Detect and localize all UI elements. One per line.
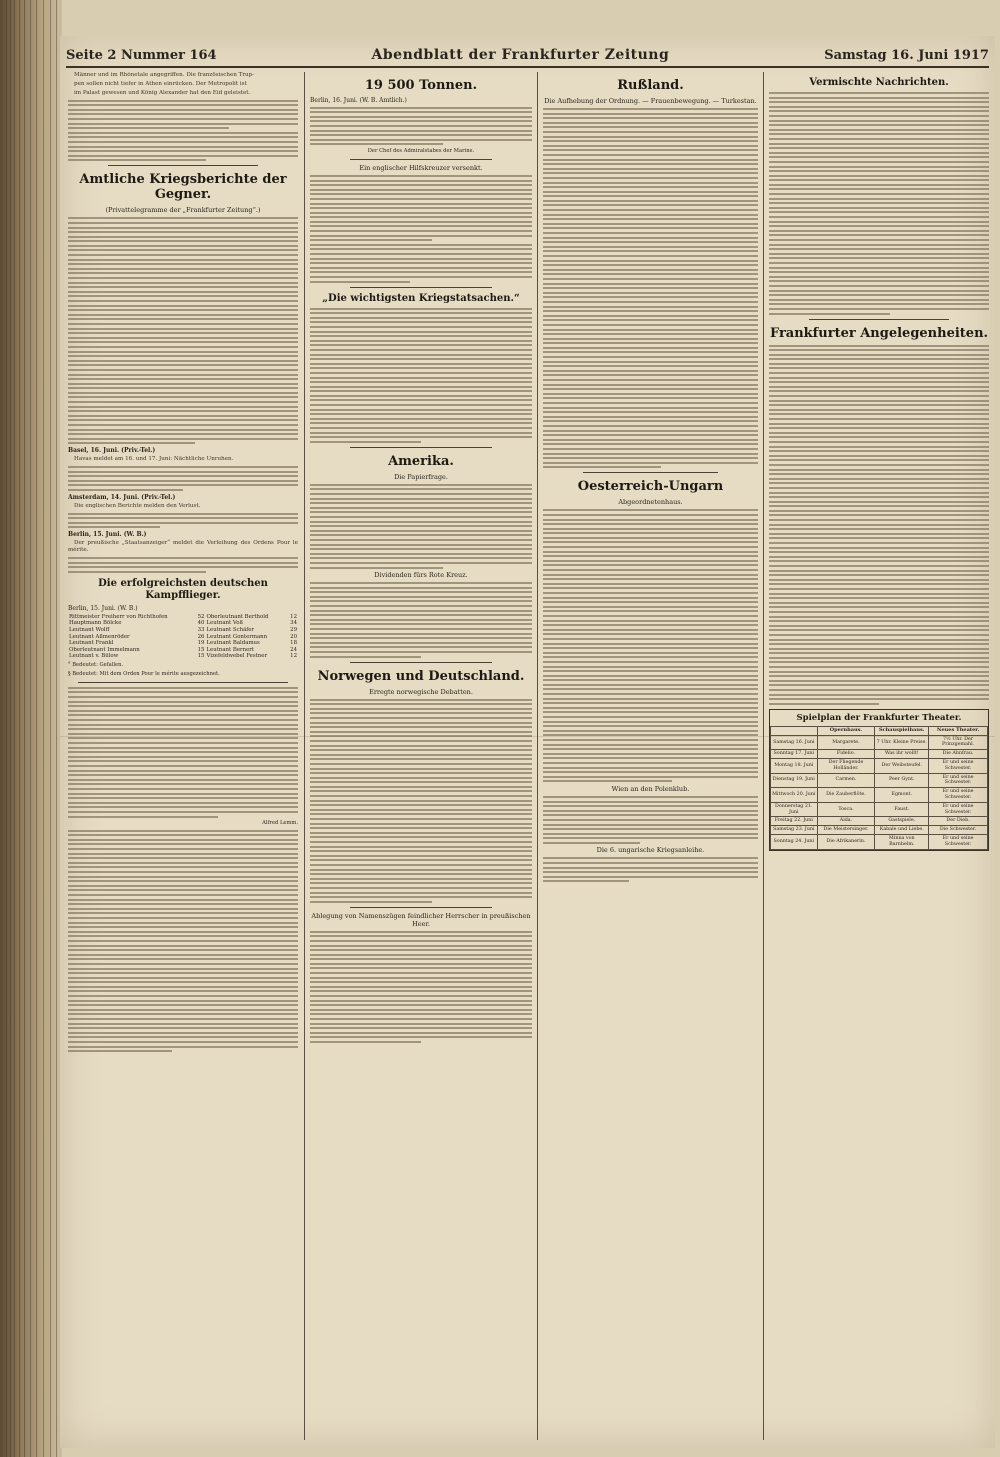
article-subheading: Wien an den Polenklub. <box>611 784 690 793</box>
divider <box>809 319 949 320</box>
table-row: Rittmeister Freiherr von Richthofen 52 Oberleutnant Berthold 12 <box>69 613 297 620</box>
divider <box>583 472 718 473</box>
article-subheading: Die 6. ungarische Kriegsanleihe. <box>596 846 705 855</box>
body-text <box>543 857 758 882</box>
body-text <box>310 931 532 1043</box>
article-subheading: Ein englischer Hilfskreuzer versenkt. <box>359 163 483 172</box>
article-heading: Rußland. <box>617 78 684 93</box>
body-text <box>68 513 298 529</box>
table-row: Leutnant v. Bülow 15 Vizefeldwebel Festner 12 <box>69 653 297 660</box>
body-text <box>68 100 298 130</box>
table-row: Sonntag 17. Juni Fidelio. Was ihr wollt! Die Ahnfrau. <box>771 750 988 759</box>
footnote: § Bedeutet: Mit dem Orden Pour le mérite ausgezeichnet. <box>68 670 220 677</box>
article-heading: 19 500 Tonnen. <box>364 78 478 93</box>
body-text <box>310 244 532 283</box>
body-text <box>68 466 298 491</box>
table-row: Samstag 16. Juni Margarete. 7 Uhr. Kleine Preise. 7½ Uhr. Der Prinzgemahl. <box>771 735 988 750</box>
body-text <box>310 107 532 146</box>
body-text <box>543 108 758 468</box>
theater-schedule-title: Spielplan der Frankfurter Theater. <box>796 712 962 723</box>
masthead-date: Samstag 16. Juni 1917 <box>824 47 989 63</box>
aces-table <box>68 614 298 660</box>
column-rule <box>763 72 764 1440</box>
table-row: Oberleutnant Immelmann 15 Leutnant Bernert 24 <box>69 646 297 653</box>
body-text <box>310 699 532 903</box>
article-subheading: Die Aufhebung der Ordnung. — Frauenbewegung. — Turkestan. <box>544 97 757 105</box>
body-text <box>310 175 532 241</box>
dateline: Berlin, 16. Juni. (W. B. Amtlich.) <box>310 97 407 104</box>
table-row: Freitag 22. Juni Aida. Gastspiele. Der Dieb. <box>771 817 988 826</box>
aces-heading: Die erfolgreichsten deutschen Kampfflieger. <box>98 577 268 601</box>
body-text <box>769 92 989 315</box>
body-text <box>310 582 532 658</box>
article-subheading: Ablegung von Namenszügen feindlicher Herrscher in preußischen Heer. <box>311 911 531 928</box>
article-subheading: Die Papierfrage. <box>394 472 448 481</box>
theater-schedule-table <box>770 726 988 850</box>
theater-schedule <box>769 709 989 851</box>
article-subheading: (Privattelegramme der „Frankfurter Zeitung“.) <box>105 206 261 215</box>
masthead-page-number: Seite 2 Nummer 164 <box>66 47 217 63</box>
divider <box>350 907 492 908</box>
body-text <box>68 830 298 1053</box>
table-row: Hauptmann Bölcke 40 Leutnant Voß 34 <box>69 620 297 627</box>
intro-line: im Palast gewesen und König Alexander hat den Eid geleistet. <box>74 90 251 96</box>
column-1 <box>68 72 298 1440</box>
paper-fold <box>60 736 995 737</box>
divider <box>108 165 258 166</box>
dateline: Amsterdam, 14. Juni. (Priv.-Tel.) <box>68 493 176 501</box>
divider <box>350 287 492 288</box>
table-row: Leutnant Wolff 33 Leutnant Schäfer 29 <box>69 626 297 633</box>
divider <box>350 159 492 160</box>
divider <box>350 662 492 663</box>
article-subheading: Abgeordnetenhaus. <box>618 498 683 507</box>
article-heading: Frankfurter Angelegenheiten. <box>769 325 989 341</box>
feuilleton-text <box>68 687 298 818</box>
masthead-title: Abendblatt der Frankfurter Zeitung <box>371 47 670 63</box>
body-text <box>543 796 758 844</box>
article-heading: „Die wichtigsten Kriegstatsachen.“ <box>322 292 520 304</box>
article-heading: Amtliche Kriegsberichte der Gegner. <box>79 172 287 203</box>
body-text <box>68 217 298 444</box>
article-heading: Vermischte Nachrichten. <box>809 77 949 88</box>
column-4 <box>769 72 989 1440</box>
book-binding <box>0 0 62 1457</box>
intro-line: pen sollen nicht tiefer in Athen einrücken. Der Metropolit ist <box>74 81 247 87</box>
masthead <box>66 44 989 68</box>
news-item: Havas meldet am 16. und 17. Juni: Nächtliche Unruhen. <box>74 456 234 463</box>
aces-dateline: Berlin, 15. Juni. (W. B.) <box>68 604 138 612</box>
body-text <box>68 557 298 573</box>
dateline: Berlin, 15. Juni. (W. B.) <box>68 531 147 539</box>
news-item: Die englischen Berichte melden den Verlust. <box>74 502 201 509</box>
newspaper-page <box>60 36 995 1448</box>
signature: Der Chef des Admiralstabes der Marine. <box>367 147 475 154</box>
column-2 <box>310 72 532 1440</box>
news-item: Der preußische „Staatsanzeiger“ meldet die Verleihung des Ordens Pour le mérite. <box>68 540 298 554</box>
table-row: Leutnant Allmenröder 26 Leutnant Gontermann 20 <box>69 633 297 640</box>
article-heading: Amerika. <box>388 453 454 469</box>
divider <box>350 447 492 448</box>
body-text <box>543 509 758 782</box>
column-rule <box>537 72 538 1440</box>
column-3 <box>543 72 758 1440</box>
feuilleton-signature: Alfred Lemm. <box>262 820 298 827</box>
table-row: Dienstag 19. Juni Carmen. Peer Gynt. Er und seine Schwester. <box>771 773 988 788</box>
table-row: Donnerstag 21. Juni Tosca. Faust. Er und seine Schwester. <box>771 802 988 817</box>
dateline: Basel, 16. Juni. (Priv.-Tel.) <box>68 447 156 455</box>
column-rule <box>304 72 305 1440</box>
article-heading: Oesterreich-Ungarn <box>577 479 724 495</box>
article-subheading: Dividenden fürs Rote Kreuz. <box>374 571 468 580</box>
table-row: Montag 18. Juni Der Fliegende Holländer. Der Weibsteufel. Er und seine Schwester. <box>771 759 988 774</box>
divider <box>78 682 288 683</box>
footnote: ° Bedeutet: Gefallen. <box>68 661 124 668</box>
body-text <box>310 308 532 443</box>
article-heading: Norwegen und Deutschland. <box>317 668 525 684</box>
article-subheading: Erregte norwegische Debatten. <box>369 687 473 696</box>
intro-line: Männer und im Rhônetale angegriffen. Die französischen Trup- <box>74 72 255 78</box>
body-text <box>769 345 989 705</box>
body-text <box>68 132 298 162</box>
table-row: Sonntag 24. Juni Die Afrikanerin. Minna von Barnhelm. Er und seine Schwester. <box>771 834 988 849</box>
table-row: Mittwoch 20. Juni Die Zauberflöte. Egmont. Er und seine Schwester. <box>771 788 988 803</box>
table-header-row: Opernhaus. Schauspielhaus. Neues Theater. <box>771 726 988 735</box>
table-row: Leutnant Frankl 19 Leutnant Baldamus 18 <box>69 640 297 647</box>
table-row: Samstag 23. Juni Die Meistersinger. Kabale und Liebe. Die Schwester. <box>771 826 988 835</box>
body-text <box>310 484 532 569</box>
